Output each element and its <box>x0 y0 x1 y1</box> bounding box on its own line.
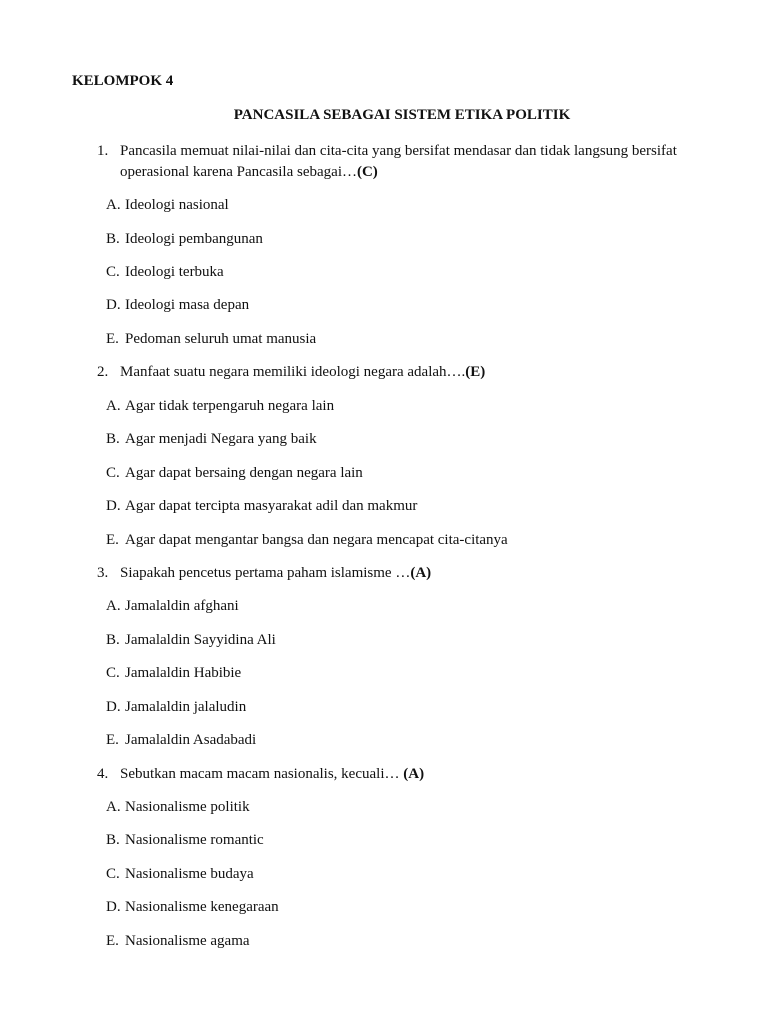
question-number: 2. <box>97 364 109 380</box>
option-4b: B. Nasionalisme romantic <box>106 832 264 848</box>
option-4d: D. Nasionalisme kenegaraan <box>106 899 279 915</box>
question-2 <box>97 362 697 383</box>
question-3 <box>97 563 697 584</box>
option-3b: B. Jamalaldin Sayyidina Ali <box>106 632 276 648</box>
question-answer: (A) <box>410 565 432 581</box>
option-3d: D. Jamalaldin jalaludin <box>106 699 247 715</box>
option-2e: E. Agar dapat mengantar bangsa dan negara mencapat cita-citanya <box>106 532 508 548</box>
question-answer: (C) <box>356 164 378 180</box>
question-number: 3. <box>97 565 109 581</box>
question-1 <box>97 141 697 183</box>
question-4 <box>97 764 697 785</box>
document-title: PANCASILA SEBAGAI SISTEM ETIKA POLITIK <box>233 107 571 123</box>
option-1c: C. Ideologi terbuka <box>106 264 224 280</box>
question-answer: (E) <box>465 364 486 380</box>
question-answer: (A) <box>403 766 425 782</box>
question-text: Pancasila memuat nilai-nilai dan cita-cita yang bersifat mendasar dan tidak langsung bersifat operasional karena Pancasila sebagai…(C) <box>120 143 677 180</box>
option-1b: B. Ideologi pembangunan <box>106 231 263 247</box>
option-3e: E. Jamalaldin Asadabadi <box>106 732 257 748</box>
option-2d: D. Agar dapat tercipta masyarakat adil dan makmur <box>106 498 418 514</box>
option-3c: C. Jamalaldin Habibie <box>106 665 242 681</box>
option-3a: A. Jamalaldin afghani <box>106 598 239 614</box>
option-4e: E. Nasionalisme agama <box>106 933 250 949</box>
question-text: Sebutkan macam macam nasionalis, kecuali… (A) <box>120 766 425 782</box>
option-2c: C. Agar dapat bersaing dengan negara lain <box>106 465 363 481</box>
option-4a: A. Nasionalisme politik <box>106 799 250 815</box>
question-text: Siapakah pencetus pertama paham islamisme …(A) <box>120 565 432 581</box>
group-label: KELOMPOK 4 <box>72 73 174 89</box>
question-number: 4. <box>97 766 109 782</box>
option-2a: A. Agar tidak terpengaruh negara lain <box>106 398 335 414</box>
option-4c: C. Nasionalisme budaya <box>106 866 254 882</box>
question-number: 1. <box>97 143 109 159</box>
option-2b: B. Agar menjadi Negara yang baik <box>106 431 317 447</box>
option-1a: A. Ideologi nasional <box>106 197 229 213</box>
question-text: Manfaat suatu negara memiliki ideologi negara adalah….(E) <box>120 364 486 380</box>
option-1e: E. Pedoman seluruh umat manusia <box>106 331 317 347</box>
option-1d: D. Ideologi masa depan <box>106 297 250 313</box>
